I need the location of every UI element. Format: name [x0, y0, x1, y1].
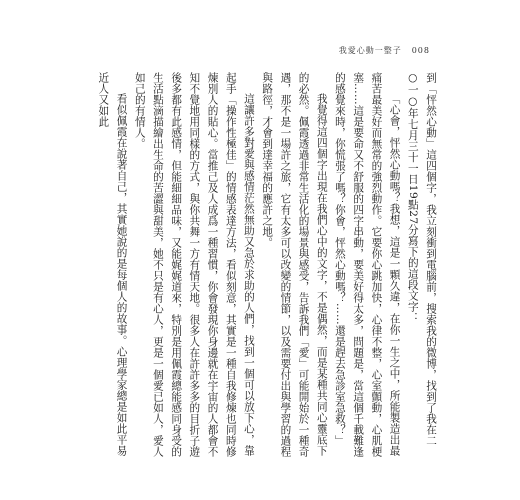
- paragraph-4: 這讓許多對愛與感情茫然無助又急於求助的人們，找到一個可以放下心，靠起手「操作性極佳」的情感表達方法，看似刻意，其實是一種自我修煉也同時修煉別人的貼心。當推己及人成爲一種習慣，你會發現你身邊就在宇宙的人都會不知不覺地用同樣的方式，與你共舞一方有情天地。很多人在許許多多的目折子遊後多都有此感情，但能細細品味，又能娓娓道來，特別是用佩霞總能感同身受的生活點滴描繪出生命的苦澀與甜美，她不只是有心人，更是一個愛已如人，愛人如己的有情人。: [133, 72, 255, 457]
- running-header: [339, 45, 430, 56]
- book-title: 我愛心動一整子: [338, 46, 402, 55]
- paragraph-5: 看似佩霞在說著自己，其實她說的是每個人的故事。心理學家總是如此平易近人又如此: [97, 72, 128, 457]
- page-number: 008: [411, 46, 430, 55]
- vertical-text-body: [97, 72, 440, 457]
- paragraph-1: 到「怦然心動」這四個字，我立刻衝到電腦前，搜索我的微博，找到了我在二○一○年七月三十一日19點27分寫下的這段文字：: [406, 72, 437, 446]
- paragraph-2: 「心會，怦然心動嗎？我想，這是一顆久違，在你一生之中，所能製造出最痛苦最美好而無常的強烈動作。它要你心跳加快，心律不整，心室顫動，心肌梗塞……這是要命又不舒服的四字串動，要美好得太多，問題是，當這個千載難逢的感覺來時，你慌張了嗎？你會，怦然心動嗎？……還是趕去急診室急救？」: [333, 72, 401, 457]
- paragraph-3: 我覺得這四個字出現在我們心中的文字，不是偶然，而是某種共同心靈底下的必然。佩霞透過非常生活化的場景與感受，告訴我們「愛」可能開始於一種奇遇，那不是一場許之旅，它有太多可以改變的情節，以及需要付出與學習的過程與路徑，才會到達幸福的應許之地。: [261, 72, 328, 457]
